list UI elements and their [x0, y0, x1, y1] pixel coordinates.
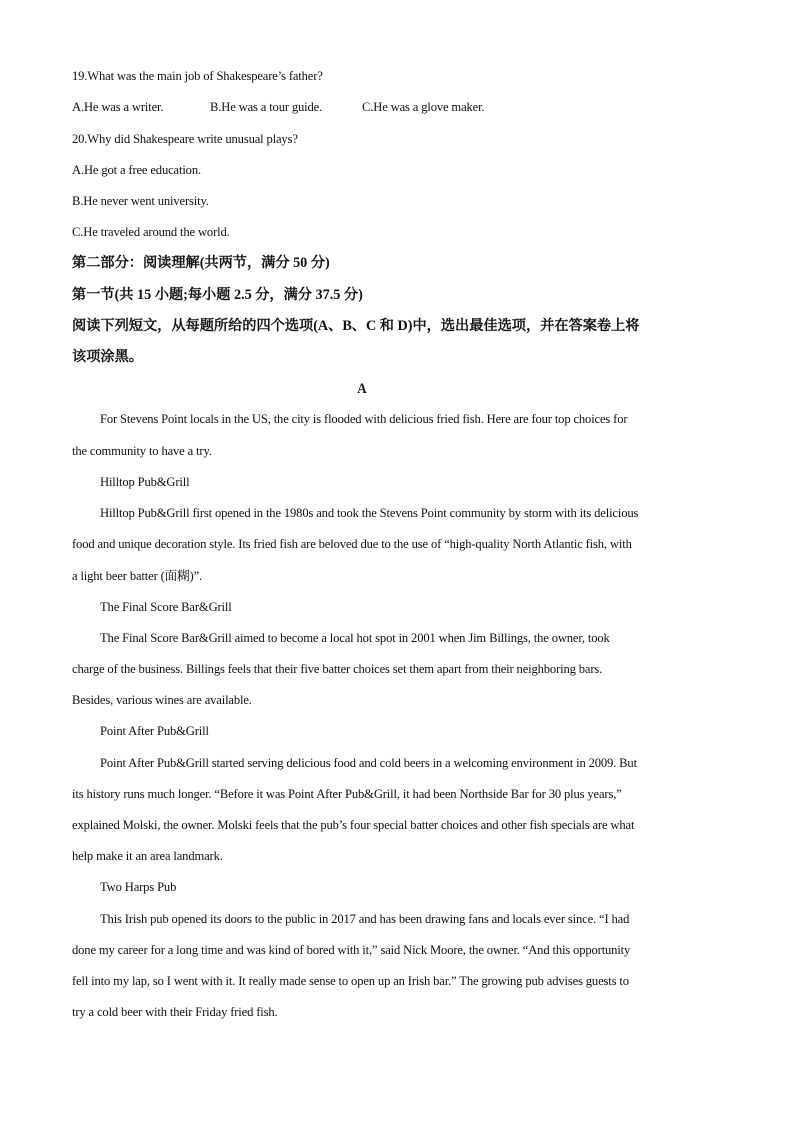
paragraph-line: This Irish pub opened its doors to the public in 2017 and has been drawing fans and locals ever since. “I had: [100, 912, 630, 926]
question-20-option-c: C.He traveled around the world.: [72, 225, 230, 239]
question-19-options: [72, 99, 484, 115]
section1-heading: 第一节(共 15 小题;每小题 2.5 分，满分 37.5 分): [72, 287, 363, 303]
paragraph-line: food and unique decoration style. Its fried fish are beloved due to the use of “high-quality North Atlantic fish, with: [72, 537, 632, 551]
part2-heading: 第二部分：阅读理解(共两节，满分 50 分): [72, 255, 330, 271]
paragraph-line: charge of the business. Billings feels that their five batter choices set them apart from their neighboring bars.: [72, 662, 603, 676]
passage-label: A: [357, 381, 367, 397]
question-20-option-a: A.He got a free education.: [72, 163, 201, 177]
paragraph-line: Hilltop Pub&Grill first opened in the 1980s and took the Stevens Point community by storm with its delicious: [100, 506, 639, 520]
paragraph-line: fell into my lap, so I went with it. It really made sense to open up an Irish bar.” The growing pub advises guests to: [72, 974, 629, 988]
question-20-option-b: B.He never went university.: [72, 194, 209, 208]
paragraph-line: try a cold beer with their Friday fried fish.: [72, 1005, 278, 1019]
question-20: 20.Why did Shakespeare write unusual plays?: [72, 132, 298, 146]
paragraph-line: explained Molski, the owner. Molski feels that the pub’s four special batter choices and other fish specials are what: [72, 818, 635, 832]
question-19: 19.What was the main job of Shakespeare’s father?: [72, 69, 323, 83]
paragraph-line: Point After Pub&Grill started serving delicious food and cold beers in a welcoming environment in 2009. But: [100, 756, 637, 770]
instruction-line-2: 该项涂黑。: [72, 349, 143, 365]
intro-line: For Stevens Point locals in the US, the city is flooded with delicious fried fish. Here are four top choices for: [100, 412, 628, 426]
paragraph-line: a light beer batter (面糊)”.: [72, 569, 203, 583]
place-name: The Final Score Bar&Grill: [100, 600, 232, 614]
place-name: Two Harps Pub: [100, 880, 177, 894]
paragraph-line: help make it an area landmark.: [72, 849, 223, 863]
place-name: Point After Pub&Grill: [100, 724, 209, 738]
instruction-line-1: 阅读下列短文，从每题所给的四个选项(A、B、C 和 D)中，选出最佳选项，并在答案卷上将: [72, 318, 640, 334]
paragraph-line: its history runs much longer. “Before it was Point After Pub&Grill, it had been Northside Bar for 30 plus years,”: [72, 787, 622, 801]
intro-line: the community to have a try.: [72, 444, 212, 458]
option-b: B.He was a tour guide.: [210, 100, 323, 114]
option-a: A.He was a writer.: [72, 100, 164, 114]
paragraph-line: Besides, various wines are available.: [72, 693, 252, 707]
option-c: C.He was a glove maker.: [362, 100, 485, 114]
paragraph-line: The Final Score Bar&Grill aimed to become a local hot spot in 2001 when Jim Billings, the owner, took: [100, 631, 610, 645]
paragraph-line: done my career for a long time and was kind of bored with it,” said Nick Moore, the owner. “And this opportunity: [72, 943, 631, 957]
place-name: Hilltop Pub&Grill: [100, 475, 190, 489]
